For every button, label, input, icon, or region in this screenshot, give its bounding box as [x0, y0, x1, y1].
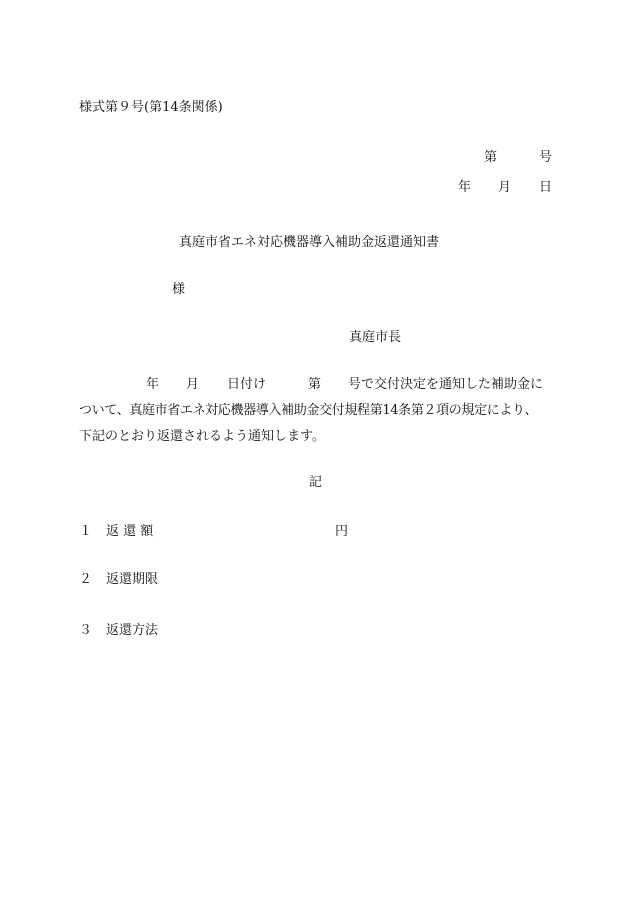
number-prefix: 第 — [484, 150, 498, 165]
item-number: ２ — [79, 572, 93, 587]
form-number: 様式第９号(第14条関係) — [79, 100, 223, 115]
body-number-prefix: 第 — [308, 377, 322, 392]
item-number: １ — [79, 524, 93, 539]
body-line3: 下記のとおり返還されるよう通知します。 — [79, 429, 325, 444]
item-label: 返 還 額 — [106, 524, 154, 539]
body-line2: ついて、真庭市省エネ対応機器導入補助金交付規程第14条第２項の規定により、 — [79, 403, 538, 418]
sender: 真庭市長 — [349, 330, 402, 345]
ki-heading: 記 — [309, 475, 323, 490]
body-dated: 日付け — [227, 377, 267, 392]
date-month: 月 — [498, 180, 512, 195]
number-suffix: 号 — [539, 150, 553, 165]
body-year: 年 — [146, 377, 160, 392]
document-title: 真庭市省エネ対応機器導入補助金返還通知書 — [179, 235, 440, 250]
date-year: 年 — [458, 180, 472, 195]
recipient-suffix: 様 — [172, 282, 186, 297]
item-unit: 円 — [335, 524, 349, 539]
body-line1-rest: 号で交付決定を通知した補助金に — [348, 377, 544, 392]
body-month: 月 — [186, 377, 200, 392]
item-label: 返還期限 — [106, 572, 159, 587]
item-label: 返還方法 — [106, 623, 159, 638]
item-number: ３ — [79, 623, 93, 638]
date-day: 日 — [539, 180, 553, 195]
